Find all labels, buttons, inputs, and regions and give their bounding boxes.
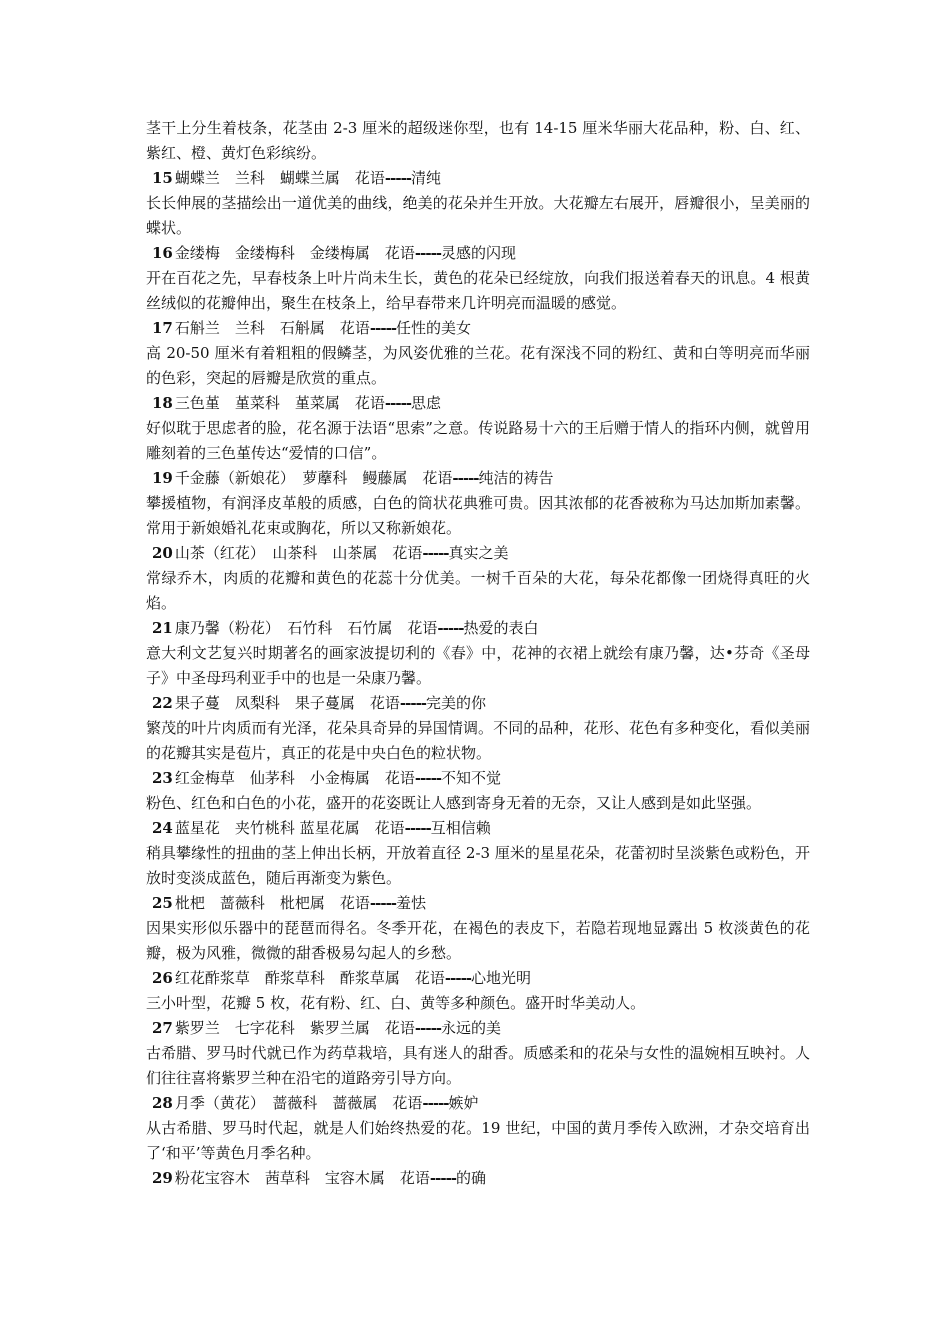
document-page: [146, 116, 810, 1191]
entry-heading: [146, 241, 810, 266]
entry-flower-language: 不知不觉: [441, 769, 502, 787]
entry-number: 25: [152, 894, 173, 912]
entry-flower-language: 永远的美: [441, 1019, 502, 1037]
entry-classification: 紫罗兰 七字花科 紫罗兰属 花语: [174, 1019, 415, 1037]
entry-description: 高 20-50 厘米有着粗粗的假鳞茎，为风姿优雅的兰花。花有深浅不同的粉红、黄和白等明亮而华丽的色彩，突起的唇瓣是欣赏的重点。: [146, 344, 810, 387]
entry-number: 15: [152, 169, 173, 187]
entry-classification: 石斛兰 兰科 石斛属 花语: [174, 319, 370, 337]
entry-dash: -----: [429, 1169, 457, 1187]
entry-dash: -----: [384, 394, 412, 412]
entry-description: 三小叶型，花瓣 5 枚，花有粉、红、白、黄等多种颜色。盛开时华美动人。: [146, 994, 646, 1012]
entry-flower-language: 清纯: [411, 169, 442, 187]
entry-classification: 金缕梅 金缕梅科 金缕梅属 花语: [174, 244, 415, 262]
entry-description: 古希腊、罗马时代就已作为药草栽培，具有迷人的甜香。质感柔和的花朵与女性的温婉相互映衬。人们往往喜将紫罗兰种在沿宅的道路旁引导方向。: [146, 1044, 810, 1087]
entry-dash: -----: [414, 1019, 442, 1037]
entry-heading: [146, 966, 810, 991]
entry-flower-language: 羞怯: [396, 894, 427, 912]
entry-dash: -----: [444, 969, 472, 987]
entry-classification: 三色堇 堇菜科 堇菜属 花语: [174, 394, 385, 412]
entry-number: 21: [152, 619, 173, 637]
entry-number: 23: [152, 769, 173, 787]
entry-dash: -----: [399, 694, 427, 712]
entry-heading: [146, 1016, 810, 1041]
entry-flower-language: 任性的美女: [396, 319, 472, 337]
entry-classification: 蝴蝶兰 兰科 蝴蝶兰属 花语: [174, 169, 385, 187]
entry-dash: -----: [422, 544, 449, 562]
entry-description: 稍具攀缘性的扭曲的茎上伸出长柄，开放着直径 2-3 厘米的星星花朵，花蕾初时呈淡紫色或粉色，开放时变淡成蓝色，随后再渐变为紫色。: [146, 844, 810, 887]
entry-flower-language: 的确: [456, 1169, 487, 1187]
entry-number: 22: [152, 694, 173, 712]
entry-number: 24: [152, 819, 173, 837]
entry-heading: [146, 891, 810, 916]
entry-description: 从古希腊、罗马时代起，就是人们始终热爱的花。19 世纪，中国的黄月季传入欧洲，才杂交培育出了‘和平’等黄色月季名种。: [146, 1119, 810, 1162]
entry-number: 18: [152, 394, 173, 412]
flower-entry-list: [146, 166, 810, 1191]
entry-heading: [146, 466, 810, 491]
entry-number: 16: [152, 244, 173, 262]
entry-flower-language: 嫉妒: [448, 1094, 479, 1112]
entry-description: 繁茂的叶片肉质而有光泽，花朵具奇异的异国情调。不同的品种，花形、花色有多种变化，看似美丽的花瓣其实是苞片，真正的花是中央白色的粒状物。: [146, 719, 810, 762]
entry-dash: -----: [369, 894, 397, 912]
entry-dash: -----: [452, 469, 479, 487]
entry-classification: 千金藤（新娘花） 萝藦科 鳗藤属 花语: [174, 469, 453, 487]
entry-number: 26: [152, 969, 173, 987]
entry-number: 17: [152, 319, 173, 337]
entry-number: 28: [152, 1094, 173, 1112]
entry-heading: [146, 1166, 810, 1191]
entry-heading: [146, 766, 810, 791]
entry-description: 攀援植物，有润泽皮革般的质感，白色的筒状花典雅可贵。因其浓郁的花香被称为马达加斯加素馨。常用于新娘婚礼花束或胸花，所以又称新娘花。: [146, 494, 810, 537]
entry-dash: -----: [384, 169, 412, 187]
entry-classification: 山茶（红花） 山茶科 山茶属 花语: [174, 544, 423, 562]
entry-dash: -----: [422, 1094, 449, 1112]
entry-flower-language: 完美的你: [426, 694, 487, 712]
entry-number: 19: [152, 469, 173, 487]
entry-description: 长长伸展的茎描绘出一道优美的曲线，绝美的花朵并生开放。大花瓣左右展开，唇瓣很小，呈美丽的蝶状。: [146, 194, 810, 237]
entry-heading: [146, 616, 810, 641]
entry-number: 27: [152, 1019, 173, 1037]
entry-classification: 红花酢浆草 酢浆草科 酢浆草属 花语: [174, 969, 445, 987]
entry-classification: 果子蔓 凤梨科 果子蔓属 花语: [174, 694, 400, 712]
entry-flower-language: 思虑: [411, 394, 442, 412]
entry-flower-language: 真实之美: [448, 544, 509, 562]
entry-classification: 月季（黄花） 蔷薇科 蔷薇属 花语: [174, 1094, 423, 1112]
entry-classification: 蓝星花 夹竹桃科 蓝星花属 花语: [174, 819, 405, 837]
entry-flower-language: 灵感的闪现: [441, 244, 517, 262]
entry-description: 好似耽于思虑者的脸，花名源于法语“思索”之意。传说路易十六的王后赠于情人的指环内侧，就曾用雕刻着的三色堇传达“爱情的口信”。: [146, 419, 810, 462]
entry-description: 开在百花之先，早春枝条上叶片尚未生长，黄色的花朵已经绽放，向我们报送着春天的讯息。4 根黄丝绒似的花瓣伸出，聚生在枝条上，给早春带来几许明亮而温暖的感觉。: [146, 269, 810, 312]
intro-paragraph: 茎干上分生着枝条，花茎由 2-3 厘米的超级迷你型，也有 14-15 厘米华丽大花品种，粉、白、红、紫红、橙、黄灯色彩缤纷。: [146, 119, 810, 162]
entry-flower-language: 心地光明: [471, 969, 532, 987]
entry-heading: [146, 391, 810, 416]
entry-description: 意大利文艺复兴时期著名的画家波提切利的《春》中，花神的衣裙上就绘有康乃馨，达•芬奇《圣母子》中圣母玛利亚手中的也是一朵康乃馨。: [146, 644, 810, 687]
entry-heading: [146, 1091, 810, 1116]
entry-description: 因果实形似乐器中的琵琶而得名。冬季开花，在褐色的表皮下，若隐若现地显露出 5 枚淡黄色的花瓣，极为风雅，微微的甜香极易勾起人的乡愁。: [146, 919, 810, 962]
entry-classification: 枇杷 蔷薇科 枇杷属 花语: [174, 894, 370, 912]
entry-classification: 红金梅草 仙茅科 小金梅属 花语: [174, 769, 415, 787]
entry-dash: -----: [414, 244, 442, 262]
entry-flower-language: 纯洁的祷告: [478, 469, 554, 487]
entry-number: 20: [152, 544, 173, 562]
entry-number: 29: [152, 1169, 173, 1187]
entry-classification: 粉花宝容木 茜草科 宝容木属 花语: [174, 1169, 430, 1187]
entry-heading: [146, 541, 810, 566]
entry-dash: -----: [414, 769, 442, 787]
entry-dash: -----: [404, 819, 431, 837]
entry-dash: -----: [369, 319, 397, 337]
entry-dash: -----: [437, 619, 464, 637]
entry-heading: [146, 816, 810, 841]
entry-flower-language: 互相信赖: [430, 819, 491, 837]
entry-heading: [146, 316, 810, 341]
entry-classification: 康乃馨（粉花） 石竹科 石竹属 花语: [174, 619, 438, 637]
entry-description: 粉色、红色和白色的小花，盛开的花姿既让人感到寄身无着的无奈，又让人感到是如此坚强。: [146, 794, 762, 812]
entry-heading: [146, 166, 810, 191]
entry-flower-language: 热爱的表白: [463, 619, 539, 637]
entry-description: 常绿乔木，肉质的花瓣和黄色的花蕊十分优美。一树千百朵的大花，每朵花都像一团烧得真旺的火焰。: [146, 569, 810, 612]
entry-heading: [146, 691, 810, 716]
